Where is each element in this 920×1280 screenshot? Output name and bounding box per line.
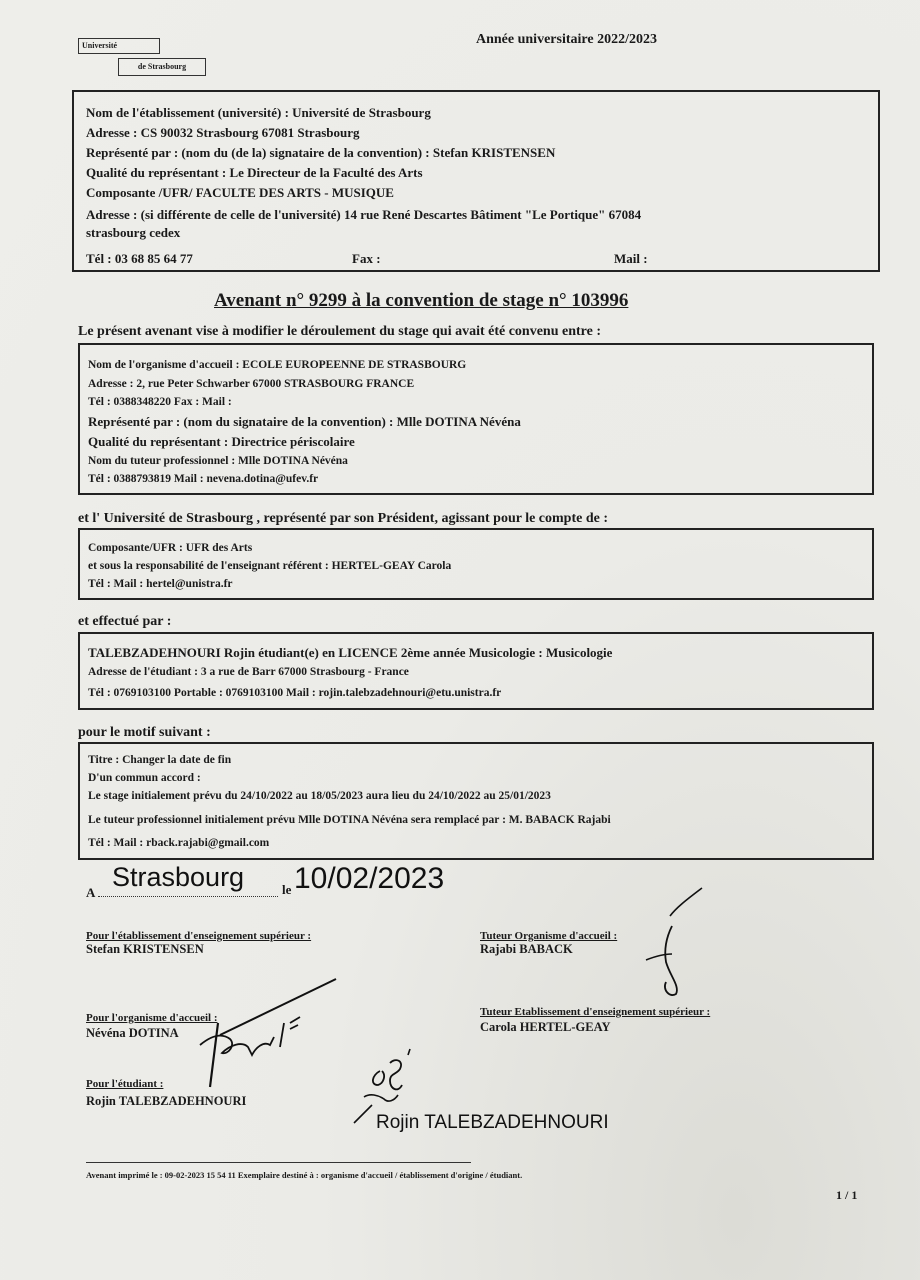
etab-nom: Nom de l'établissement (université) : Université de Strasbourg — [86, 105, 431, 120]
accueil-tuteur: Nom du tuteur professionnel : Mlle DOTINA Névéna — [88, 455, 348, 467]
signature-organisme-mark — [160, 975, 350, 1090]
signature-etudiant-mark — [350, 1045, 420, 1125]
page-number: 1 / 1 — [836, 1188, 858, 1202]
univ-heading: et l' Université de Strasbourg , représenté par son Président, agissant pour le compte de : — [78, 511, 609, 526]
etab-adresse2-line1: Adresse : (si différente de celle de l'université) 14 rue René Descartes Bâtiment "Le Portique" 67084 — [86, 207, 642, 222]
motif-accord: D'un commun accord : — [88, 772, 201, 784]
composante-responsable: et sous la responsabilité de l'enseignant référent : HERTEL-GEAY Carola — [88, 560, 452, 572]
accueil-nom: Nom de l'organisme d'accueil : ECOLE EUROPEENNE DE STRASBOURG — [88, 359, 467, 371]
composante-box — [78, 528, 874, 600]
university-logo-top: Université — [78, 38, 160, 54]
sig-tuteur-etab-label: Tuteur Etablissement d'enseignement supérieur : — [480, 1006, 711, 1018]
motif-box — [78, 742, 874, 860]
sig-etudiant-label: Pour l'étudiant : — [86, 1078, 164, 1090]
etab-composante: Composante /UFR/ FACULTE DES ARTS - MUSIQUE — [86, 185, 394, 200]
sig-etab-label: Pour l'établissement d'enseignement supérieur : — [86, 930, 312, 942]
sig-etab-name: Stefan KRISTENSEN — [86, 942, 204, 956]
university-logo-bottom: de Strasbourg — [118, 58, 206, 76]
avenant-title: Avenant n° 9299 à la convention de stage n° 103996 — [214, 290, 629, 311]
etudiant-nom: TALEBZADEHNOURI Rojin étudiant(e) en LICENCE 2ème année Musicologie : Musicologie — [88, 645, 613, 660]
etab-mail: Mail : — [614, 251, 648, 266]
sig-etudiant-typed-name: Rojin TALEBZADEHNOURI — [376, 1112, 609, 1133]
lieu-dotted-line — [98, 896, 278, 897]
effectue-heading: et effectué par : — [78, 614, 172, 629]
etudiant-tel: Tél : 0769103100 Portable : 0769103100 Mail : rojin.talebzadehnouri@etu.unistra.fr — [88, 687, 502, 699]
accueil-box — [78, 343, 874, 495]
etudiant-box — [78, 632, 874, 710]
composante-tel-mail: Tél : Mail : hertel@unistra.fr — [88, 578, 233, 590]
sig-org-label: Pour l'organisme d'accueil : — [86, 1012, 218, 1024]
accueil-tel-mail: Tél : 0388793819 Mail : nevena.dotina@ufev.fr — [88, 473, 319, 485]
composante-ufr: Composante/UFR : UFR des Arts — [88, 542, 253, 554]
intro-text: Le présent avenant vise à modifier le déroulement du stage qui avait été convenu entre : — [78, 324, 602, 339]
motif-tuteur: Le tuteur professionnel initialement prévu Mlle DOTINA Névéna sera remplacé par : M. BABACK Rajabi — [88, 814, 611, 826]
footer-printed: Avenant imprimé le : 09-02-2023 15 54 11 Exemplaire destiné à : organisme d'accueil / établissement d'origine / étudiant. — [86, 1170, 523, 1180]
sig-etudiant-name: Rojin TALEBZADEHNOURI — [86, 1094, 247, 1108]
etab-qualite: Qualité du représentant : Le Directeur de la Faculté des Arts — [86, 165, 423, 180]
academic-year: Année universitaire 2022/2023 — [476, 32, 657, 47]
footer-rule — [86, 1162, 471, 1163]
etab-fax: Fax : — [352, 251, 381, 266]
motif-tel-mail: Tél : Mail : rback.rajabi@gmail.com — [88, 837, 270, 849]
motif-stage: Le stage initialement prévu du 24/10/2022 au 18/05/2023 aura lieu du 24/10/2022 au 25/01/2023 — [88, 790, 551, 802]
etablissement-box — [72, 90, 880, 272]
sig-tuteur-accueil-name: Rajabi BABACK — [480, 942, 573, 956]
signature-tuteur-accueil-mark — [636, 882, 716, 1002]
lieu-prefix-a: A — [86, 885, 96, 900]
etab-represente: Représenté par : (nom du (de la) signataire de la convention) : Stefan KRISTENSEN — [86, 145, 556, 160]
sig-org-name: Névéna DOTINA — [86, 1026, 179, 1040]
sig-tuteur-etab-name: Carola HERTEL-GEAY — [480, 1020, 611, 1034]
sig-tuteur-accueil-label: Tuteur Organisme d'accueil : — [480, 930, 618, 942]
etudiant-adresse: Adresse de l'étudiant : 3 a rue de Barr 67000 Strasbourg - France — [88, 666, 409, 678]
motif-titre: Titre : Changer la date de fin — [88, 754, 232, 766]
accueil-qualite: Qualité du représentant : Directrice périscolaire — [88, 434, 355, 449]
lieu-ville: Strasbourg — [112, 862, 245, 892]
accueil-represente: Représenté par : (nom du signataire de la convention) : Mlle DOTINA Névéna — [88, 414, 521, 429]
lieu-date: 10/02/2023 — [294, 862, 445, 895]
accueil-tel: Tél : 0388348220 Fax : Mail : — [88, 396, 232, 408]
etab-adresse: Adresse : CS 90032 Strasbourg 67081 Strasbourg — [86, 125, 360, 140]
etab-tel: Tél : 03 68 85 64 77 — [86, 251, 193, 266]
lieu-prefix-le: le — [282, 882, 292, 897]
accueil-adresse: Adresse : 2, rue Peter Schwarber 67000 STRASBOURG FRANCE — [88, 378, 415, 390]
etab-adresse2-line2: strasbourg cedex — [86, 225, 181, 240]
motif-heading: pour le motif suivant : — [78, 725, 211, 740]
